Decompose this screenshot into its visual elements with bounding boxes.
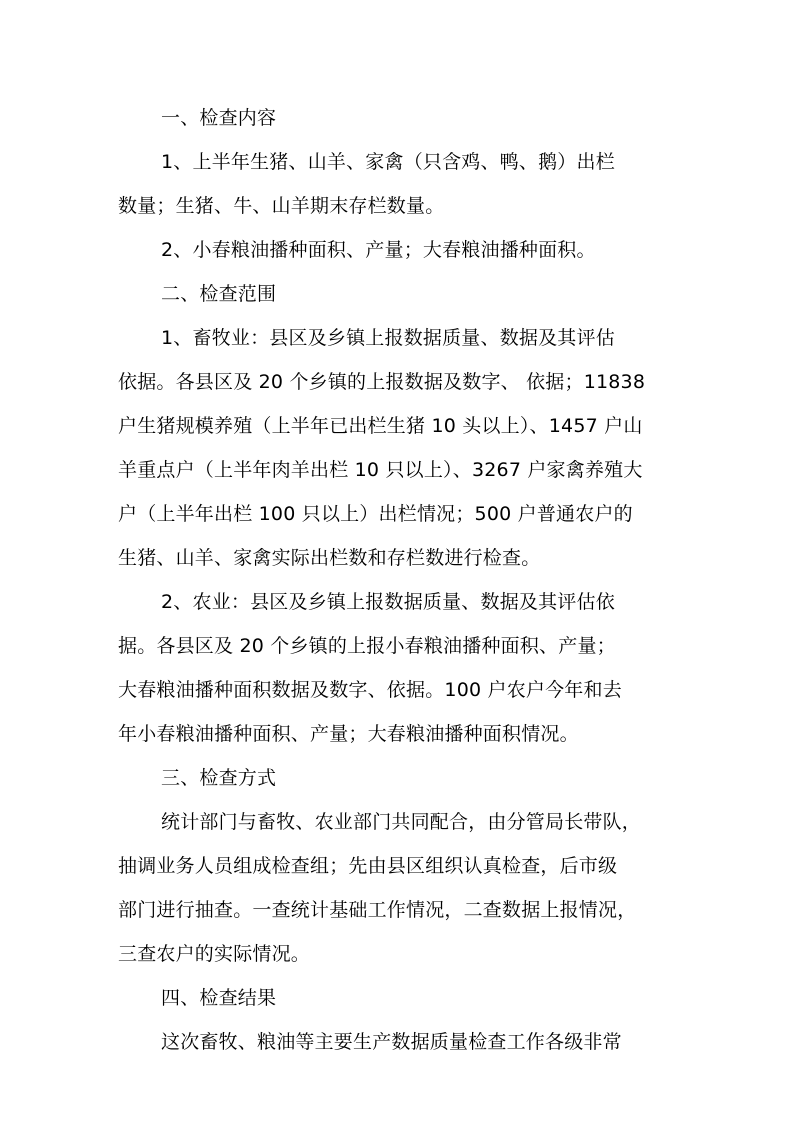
paragraph-line: 抽调业务人员组成检查组；先由县区组织认真检查，后市级	[118, 855, 618, 877]
paragraph-line: 大春粮油播种面积数据及数字、依据。100 户农户今年和去	[118, 679, 622, 701]
heading-inspection-content: 一、检查内容	[161, 107, 277, 129]
paragraph-line: 1、畜牧业：县区及乡镇上报数据质量、数据及其评估	[161, 327, 615, 349]
paragraph-line: 2、农业：县区及乡镇上报数据质量、数据及其评估依	[161, 591, 615, 613]
heading-inspection-method: 三、检查方式	[161, 767, 277, 789]
heading-inspection-results: 四、检查结果	[161, 987, 277, 1009]
paragraph-line: 三查农户的实际情况。	[118, 943, 311, 965]
paragraph-line: 生猪、山羊、家禽实际出栏数和存栏数进行检查。	[118, 547, 541, 569]
paragraph-line: 这次畜牧、粮油等主要生产数据质量检查工作各级非常	[161, 1031, 622, 1053]
paragraph-line: 数量；生猪、牛、山羊期末存栏数量。	[118, 195, 445, 217]
paragraph-line: 户生猪规模养殖（上半年已出栏生猪 10 头以上）、1457 户山	[118, 415, 643, 437]
paragraph-line: 部门进行抽查。一查统计基础工作情况，二查数据上报情况，	[118, 899, 637, 921]
paragraph-line: 羊重点户（上半年肉羊出栏 10 只以上）、3267 户家禽养殖大	[118, 459, 643, 481]
paragraph-line: 2、小春粮油播种面积、产量；大春粮油播种面积。	[161, 239, 596, 261]
paragraph-line: 统计部门与畜牧、农业部门共同配合，由分管局长带队，	[161, 811, 642, 833]
paragraph-line: 依据。各县区及 20 个乡镇的上报数据及数字、 依据；11838	[118, 371, 646, 393]
paragraph-line: 据。各县区及 20 个乡镇的上报小春粮油播种面积、产量；	[118, 635, 616, 657]
paragraph-line: 年小春粮油播种面积、产量；大春粮油播种面积情况。	[118, 723, 579, 745]
heading-inspection-scope: 二、检查范围	[161, 283, 277, 305]
paragraph-line: 1、上半年生猪、山羊、家禽（只含鸡、鸭、鹅）出栏	[161, 151, 615, 173]
paragraph-line: 户（上半年出栏 100 只以上）出栏情况；500 户普通农户的	[118, 503, 633, 525]
